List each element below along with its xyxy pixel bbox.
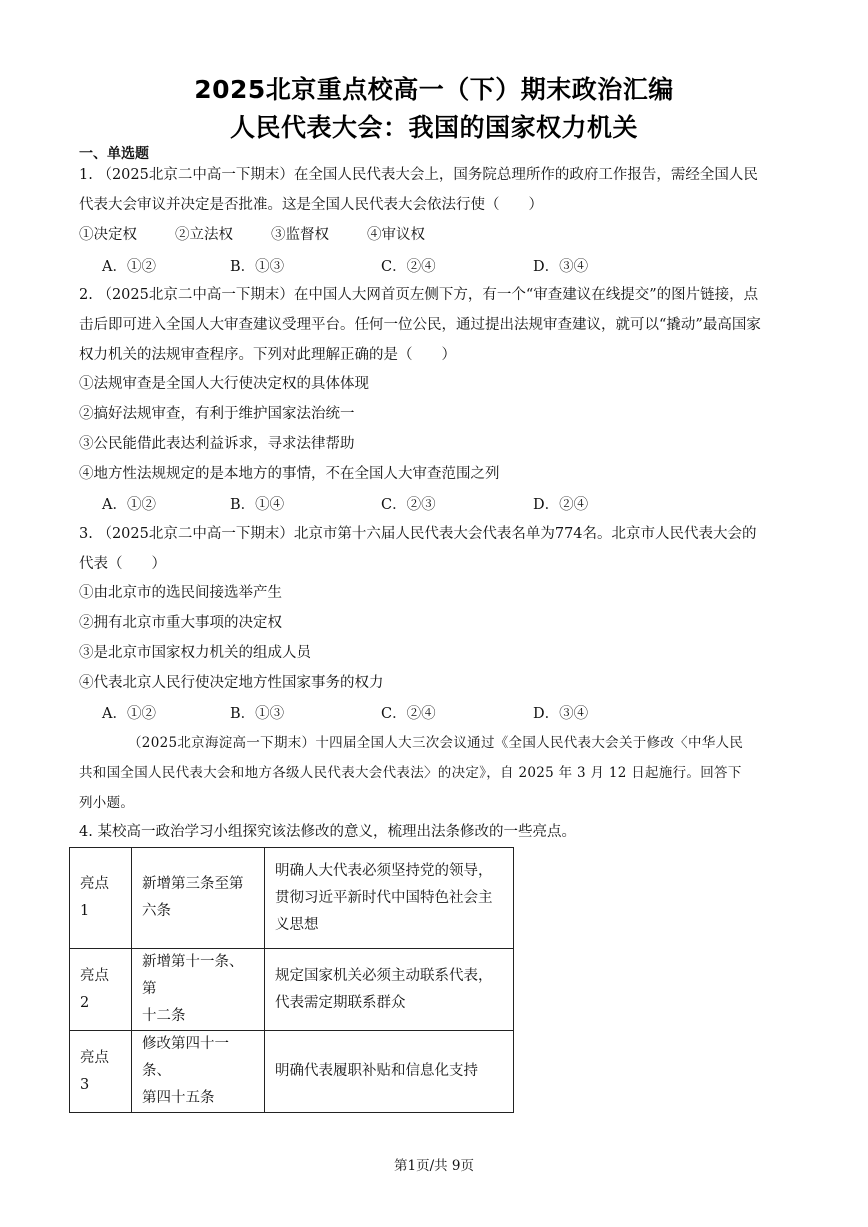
q2-stem-line1: 2. （2025北京二中高一下期末）在中国人大网首页左侧下方，有一个“审查建议在线提交”的图片链接，点 [79, 287, 759, 303]
highlight-desc-line: 贯彻习近平新时代中国特色社会主 [275, 889, 493, 906]
q1-stem-line2: 代表大会审议并决定是否批准。这是全国人民代表大会依法行使（ ） [79, 197, 543, 213]
q1-options [79, 223, 425, 244]
table-row [70, 848, 514, 949]
q2-choice-b[interactable]: B．①④ [230, 497, 285, 513]
highlight-change [132, 848, 265, 949]
highlight-change [132, 1031, 265, 1113]
q3-choice-a[interactable]: A．①② [102, 706, 156, 722]
highlight-desc [265, 848, 514, 949]
q1-option: ③监督权 [271, 227, 329, 243]
document-subtitle: 人民代表大会：我国的国家权力机关 [229, 113, 638, 142]
q2-statement: ④地方性法规规定的是本地方的事情，不在全国人大审查范围之列 [79, 466, 500, 482]
q1-choice-b[interactable]: B．①③ [230, 259, 285, 275]
highlight-change-line: 十二条 [142, 1008, 186, 1024]
q4-stem: 4. 某校高一政治学习小组探究该法修改的意义，梳理出法条修改的一些亮点。 [79, 824, 576, 840]
q3-statement: ②拥有北京市重大事项的决定权 [79, 615, 282, 631]
highlight-desc [265, 949, 514, 1031]
q2-choice-a[interactable]: A．①② [102, 497, 156, 513]
highlight-change-line: 六条 [142, 903, 171, 919]
highlight-label: 亮点 2 [70, 949, 132, 1031]
table-row [70, 1031, 514, 1113]
q3-choice-c[interactable]: C．②④ [381, 706, 436, 722]
material-line2: 共和国全国人民代表大会和地方各级人民代表大会代表法〉的决定》，自 2025 年 3 月 12 日起施行。回答下 [79, 765, 742, 781]
highlight-change-line: 第四十五条 [142, 1090, 215, 1106]
highlight-change-line: 新增第三条至第 [142, 876, 244, 892]
q3-choice-d[interactable]: D．③④ [533, 706, 589, 722]
q1-stem-line1: 1. （2025北京二中高一下期末）在全国人民代表大会上，国务院总理所作的政府工作报告，需经全国人民 [79, 167, 758, 183]
highlight-desc-line: 明确代表履职补贴和信息化支持 [275, 1063, 478, 1079]
section-heading: 一、单选题 [79, 146, 149, 162]
q2-choice-c[interactable]: C．②③ [381, 497, 436, 513]
highlight-desc [265, 1031, 514, 1113]
highlight-desc-line: 明确人大代表必须坚持党的领导， [275, 862, 493, 879]
q1-option: ④审议权 [367, 227, 425, 243]
highlight-desc-line: 代表需定期联系群众 [275, 994, 406, 1011]
highlights-table [69, 847, 514, 1113]
q1-choice-a[interactable]: A．①② [102, 259, 156, 275]
q2-statement: ③公民能借此表达利益诉求，寻求法律帮助 [79, 436, 355, 452]
q1-option: ②立法权 [175, 227, 233, 243]
highlight-desc-line: 规定国家机关必须主动联系代表， [275, 967, 493, 984]
table-row [70, 949, 514, 1031]
q3-stem-line2: 代表（ ） [79, 556, 166, 572]
material-line3: 列小题。 [79, 795, 135, 811]
q2-choice-d[interactable]: D．②④ [533, 497, 589, 513]
q2-statement: ①法规审查是全国人大行使决定权的具体体现 [79, 376, 369, 392]
highlight-change-line: 新增第十一条、第 [142, 954, 244, 997]
q2-statement: ②搞好法规审查，有利于维护国家法治统一 [79, 406, 355, 422]
q3-statement: ①由北京市的选民间接选举产生 [79, 585, 282, 601]
highlight-change-line: 修改第四十一条、 [142, 1036, 229, 1079]
q3-statement: ④代表北京人民行使决定地方性国家事务的权力 [79, 675, 384, 691]
q1-choice-d[interactable]: D．③④ [533, 259, 589, 275]
material-line1: （2025北京海淀高一下期末）十四届全国人大三次会议通过《全国人民代表大会关于修改〈中华人民 [128, 735, 744, 751]
page-footer: 第1页/共 9页 [393, 1158, 475, 1174]
q3-stem-line1: 3. （2025北京二中高一下期末）北京市第十六届人民代表大会代表名单为774名。北京市人民代表大会的 [79, 526, 757, 542]
highlight-label: 亮点 1 [70, 848, 132, 949]
highlight-desc-line: 义思想 [275, 916, 319, 933]
q3-statement: ③是北京市国家权力机关的组成人员 [79, 645, 311, 661]
highlight-change [132, 949, 265, 1031]
q1-choice-c[interactable]: C．②④ [381, 259, 436, 275]
document-title: 2025北京重点校高一（下）期末政治汇编 [194, 75, 674, 104]
q3-choice-b[interactable]: B．①③ [230, 706, 285, 722]
q2-stem-line2: 击后即可进入全国人大审查建议受理平台。任何一位公民，通过提出法规审查建议，就可以“撬动”最高国家 [79, 317, 761, 333]
highlight-label: 亮点 3 [70, 1031, 132, 1113]
q1-option: ①决定权 [79, 227, 137, 243]
q2-stem-line3: 权力机关的法规审查程序。下列对此理解正确的是（ ） [79, 347, 456, 363]
